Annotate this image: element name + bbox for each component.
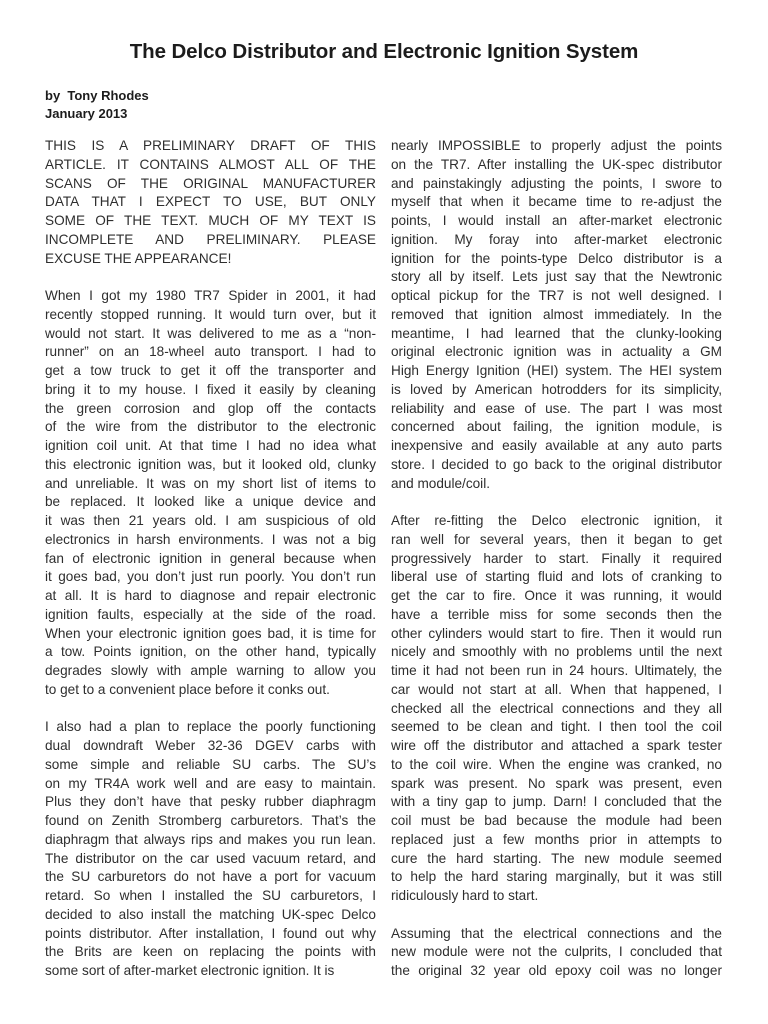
text-line: to help the hard staring marginally, but it was still — [391, 869, 722, 885]
paragraph — [45, 718, 376, 981]
text-line: this electronic ignition was, but it looked old, clunky — [45, 456, 376, 472]
text-line: ignition faults, especially at the side of the road. — [45, 606, 376, 622]
text-line: ignition for the points-type Delco distributor is a — [391, 250, 722, 266]
text-line: optical pickup for the TR7 is not well designed. I — [391, 288, 722, 303]
text-line: other cylinders would start to fire. Then it would run — [391, 625, 722, 641]
left-column — [45, 137, 376, 1000]
article-title: The Delco Distributor and Electronic Ignition System — [129, 40, 639, 63]
paragraph — [45, 287, 376, 700]
text-line: points distributor. After installation, I found out why — [45, 925, 376, 941]
text-line: diaphragm that always rips and makes you run lean. — [45, 831, 376, 847]
text-line: found on Zenith Stromberg carburetors. That’s the — [45, 813, 376, 828]
text-line: it was then 21 years old. I am suspicious of old — [45, 513, 376, 528]
text-line: decided to also install the matching UK-spec Delco — [45, 906, 376, 922]
text-line: nicely and smoothly with no problems until the next — [391, 644, 722, 660]
text-line: replaced just a few months prior in attempts to — [391, 831, 722, 847]
text-line: some simple and reliable SU carbs. The SU’s — [45, 756, 376, 772]
text-line: dual downdraft Weber 32-36 DGEV carbs with — [45, 738, 376, 753]
text-line: cure the hard starting. The new module seemed — [391, 850, 722, 866]
text-line: be replaced. It looked like a unique device and — [45, 494, 376, 510]
text-line: When I got my 1980 TR7 Spider in 2001, it had — [45, 288, 376, 303]
text-line: High Energy Ignition (HEI) system. The HEI system — [391, 363, 722, 378]
text-line: seemed to be clean and tight. I then tool the coil — [391, 719, 722, 735]
text-line: THIS IS A PRELIMINARY DRAFT OF THIS — [45, 138, 376, 153]
text-line: Plus they don’t have that pesky rubber diaphragm — [45, 794, 376, 810]
text-line: SOME OF THE TEXT. MUCH OF MY TEXT IS — [45, 213, 376, 228]
text-line: get a tow truck to get it off the transporter and — [45, 363, 376, 378]
text-line: DATA THAT I EXPECT TO USE, BUT ONLY — [45, 194, 376, 210]
text-line: myself that when it became time to re-adjust the — [391, 194, 722, 210]
text-line: INCOMPLETE AND PRELIMINARY. PLEASE — [45, 231, 376, 247]
text-line: story all by itself. Lets just say that the Newtronic — [391, 269, 722, 285]
text-line: is loved by American hotrodders for its simplicity, — [391, 381, 722, 397]
text-line: Assuming that the electrical connections and the — [391, 925, 722, 941]
author-line: by Tony Rhodes — [45, 88, 149, 103]
text-line: fan of electronic ignition in general because when — [45, 550, 376, 566]
text-line: and module/coil. — [391, 475, 490, 491]
paragraph — [391, 512, 722, 906]
text-line: removed that ignition almost immediately. In the — [391, 306, 722, 322]
right-column — [391, 137, 722, 1000]
text-line: a tow. Points ignition, on the other hand, typically — [45, 644, 376, 660]
text-line: meantime, I had learned that the clunky-looking — [391, 325, 722, 341]
byline — [45, 87, 149, 123]
text-line: The distributor on the car used vacuum retard, and — [45, 850, 376, 866]
text-line: to get to a convenient place before it conks out. — [45, 681, 330, 697]
paragraph — [45, 137, 376, 268]
text-line: with a tiny gap to jump. Darn! I concluded that the — [391, 794, 722, 810]
text-line: new module were not the culprits, I concluded that — [391, 944, 722, 960]
text-line: SCANS OF THE ORIGINAL MANUFACTURER — [45, 175, 376, 191]
date-line: January 2013 — [45, 106, 128, 121]
paragraph — [391, 925, 722, 981]
text-line: concerned about failing, the ignition module, is — [391, 419, 722, 435]
text-line: have a terrible miss for some seconds then the — [391, 606, 722, 622]
text-line: ran well for several years, then it began to get — [391, 531, 722, 547]
text-line: some sort of after-market electronic ignition. It is — [45, 963, 335, 978]
text-line: time it had not been run in 24 hours. Ultimately, the — [391, 663, 722, 678]
text-line: ridiculously hard to start. — [391, 888, 539, 903]
text-line: it goes bad, you don’t just run poorly. You don’t run — [45, 569, 376, 585]
text-line: of the wire from the distributor to the electronic — [45, 419, 376, 435]
text-line: original electronic ignition was in actuality a GM — [391, 344, 722, 360]
text-line: degrades slowly with ample warning to allow you — [45, 663, 376, 678]
text-line: on the TR7. After installing the UK-spec distributor — [391, 156, 722, 172]
text-line: get the car to fire. Once it was running, it would — [391, 588, 722, 603]
text-line: spark was present. No spark was present, even — [391, 775, 722, 791]
text-line: car would not start at all. When that happened, I — [391, 681, 722, 697]
text-line: store. I decided to go back to the original distributor — [391, 456, 722, 472]
text-line: EXCUSE THE APPEARANCE! — [45, 250, 232, 266]
paragraph — [391, 137, 722, 493]
text-line: progressively harder to start. Finally it required — [391, 550, 722, 566]
text-line: the SU carburetors do not have a port for vacuum — [45, 869, 376, 885]
text-line: electronics in harsh environments. I was not a big — [45, 531, 376, 547]
text-line: at all. It is hard to diagnose and repair electronic — [45, 588, 376, 603]
text-line: the original 32 year old epoxy coil was no longer — [391, 963, 722, 978]
text-line: nearly IMPOSSIBLE to properly adjust the points — [391, 138, 722, 153]
text-line: runner” on an 18-wheel auto transport. I had to — [45, 344, 376, 360]
text-line: checked all the electrical connections and they all — [391, 700, 722, 716]
text-line: and painstakingly adjusting the points, I swore to — [391, 175, 722, 191]
text-line: on my TR4A work well and are easy to maintain. — [45, 775, 376, 791]
text-line: I also had a plan to replace the poorly functioning — [45, 719, 376, 735]
text-line: liberal use of starting fluid and lots of cranking to — [391, 569, 722, 585]
text-line: ignition. My foray into after-market electronic — [391, 231, 722, 247]
text-line: coil must be bad because the module had been — [391, 813, 722, 828]
text-line: the green corrosion and glop off the contacts — [45, 400, 376, 416]
text-line: to the coil wire. When the engine was cranked, no — [391, 756, 722, 772]
text-line: After re-fitting the Delco electronic ignition, it — [391, 513, 722, 528]
text-line: retard. So when I installed the SU carburetors, I — [45, 888, 376, 903]
text-line: ARTICLE. IT CONTAINS ALMOST ALL OF THE — [45, 156, 376, 172]
text-line: reliability and ease of use. The part I was most — [391, 400, 722, 416]
text-line: When your electronic ignition goes bad, it is time for — [45, 625, 376, 641]
text-line: wire off the distributor and attached a spark tester — [391, 738, 722, 753]
text-line: recently stopped running. It would turn over, but it — [45, 306, 376, 322]
text-line: points, I would install an after-market electronic — [391, 213, 722, 228]
text-line: and unreliable. It was on my short list of items to — [45, 475, 376, 491]
text-line: the Brits are keen on replacing the points with — [45, 944, 376, 960]
text-line: bring it to my house. I fixed it easily by cleaning — [45, 381, 376, 397]
text-line: would not start. It was delivered to me as a “non- — [45, 325, 376, 341]
text-line: inexpensive and easily available at any auto parts — [391, 438, 722, 453]
text-line: ignition coil unit. At that time I had no idea what — [45, 438, 376, 453]
